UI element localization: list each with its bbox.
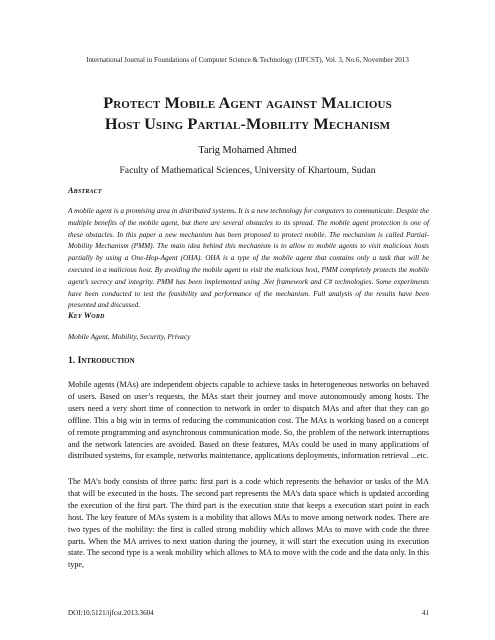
author-name: Tarig Mohamed Ahmed	[198, 145, 297, 156]
intro-paragraph-1: Mobile agents (MAs) are independent objects capable to achieve tasks in heterogeneous networks on behaved of users. Based on user’s requests, the MAs start their journey and move autonomously among hosts. The users need a very short time of connection to network in order to dispatch MAs and after that they can go offline. This a big win in terms of reducing the communication cost. The MAs is working based on a concept of remote programming and asynchronous communication mode. So, the problem of the network interruptions and the network latencies are avoided. Based on these features, MAs could be used in many applications of distributed systems, for example, networks maintenance, applications deployments, information retrieval ...etc.	[68, 380, 429, 461]
abstract-text: A mobile agent is a promising area in distributed systems. It is a new technology for computers to communicate. Despite the multiple benefits of the mobile agent, but there are several obstacles to its spread. The mobile agent protection is one of these obstacles. In this paper a new mechanism has been proposed to protect mobile. The mechanism is called Partial-Mobility Mechanism (PMM). The main idea behind this mechanism is to allow to mobile agents to visit malicious hosts partially by using a One-Hop-Agent (OHA). OHA is a type of the mobile agent that contains only a task that will be executed in a malicious host. By avoiding the mobile agent to visit the malicious host, PMM completely protects the mobile agent’s secrecy and integrity. PMM has been implemented using .Net framework and C# technologies. Some experiments have been conducted to test the feasibility and performance of the mechanism. Full analysis of the results have been presented and discussed.	[68, 207, 429, 310]
running-header: International Journal in Foundations of Computer Science & Technology (IJFCST), Vol. 3, No.6, November 2013	[86, 56, 409, 64]
page-number: 41	[421, 609, 429, 617]
section-number: 1.	[68, 355, 76, 366]
footer-doi: DOI:10.5121/ijfcst.2013.3604	[68, 609, 154, 617]
section-title: Introduction	[77, 355, 135, 366]
author-affiliation: Faculty of Mathematical Sciences, University of Khartoum, Sudan	[119, 165, 376, 176]
keywords-heading: Key Word	[68, 311, 105, 320]
intro-paragraph-2: The MA’s body consists of three parts: first part is a code which represents the behavior or tasks of the MA that will be executed in the hosts. The second part represents the MA’s data space which is updated according the execution of the first part. The third part is the execution state that keeps a execution start point in each host. The key feature of MAs system is a mobility that allows MAs to move among network nodes. There are two types of the mobility: the first is called strong mobility which allows MAs to move with code the three parts. When the MA arrives to next station during the journey, it will start the execution using its execution state. The second type is a weak mobility which allows to MA to move with the code and the data only. In this type,	[68, 477, 429, 570]
paper-title	[40, 92, 455, 134]
title-line-1: Protect Mobile Agent against Malicious	[103, 93, 392, 112]
section-heading-introduction	[68, 355, 135, 366]
abstract-heading: Abstract	[68, 186, 102, 195]
title-line-2: Host Using Partial-Mobility Mechanism	[104, 114, 391, 133]
keywords-text: Mobile Agent, Mobility, Security, Privacy	[68, 332, 191, 341]
